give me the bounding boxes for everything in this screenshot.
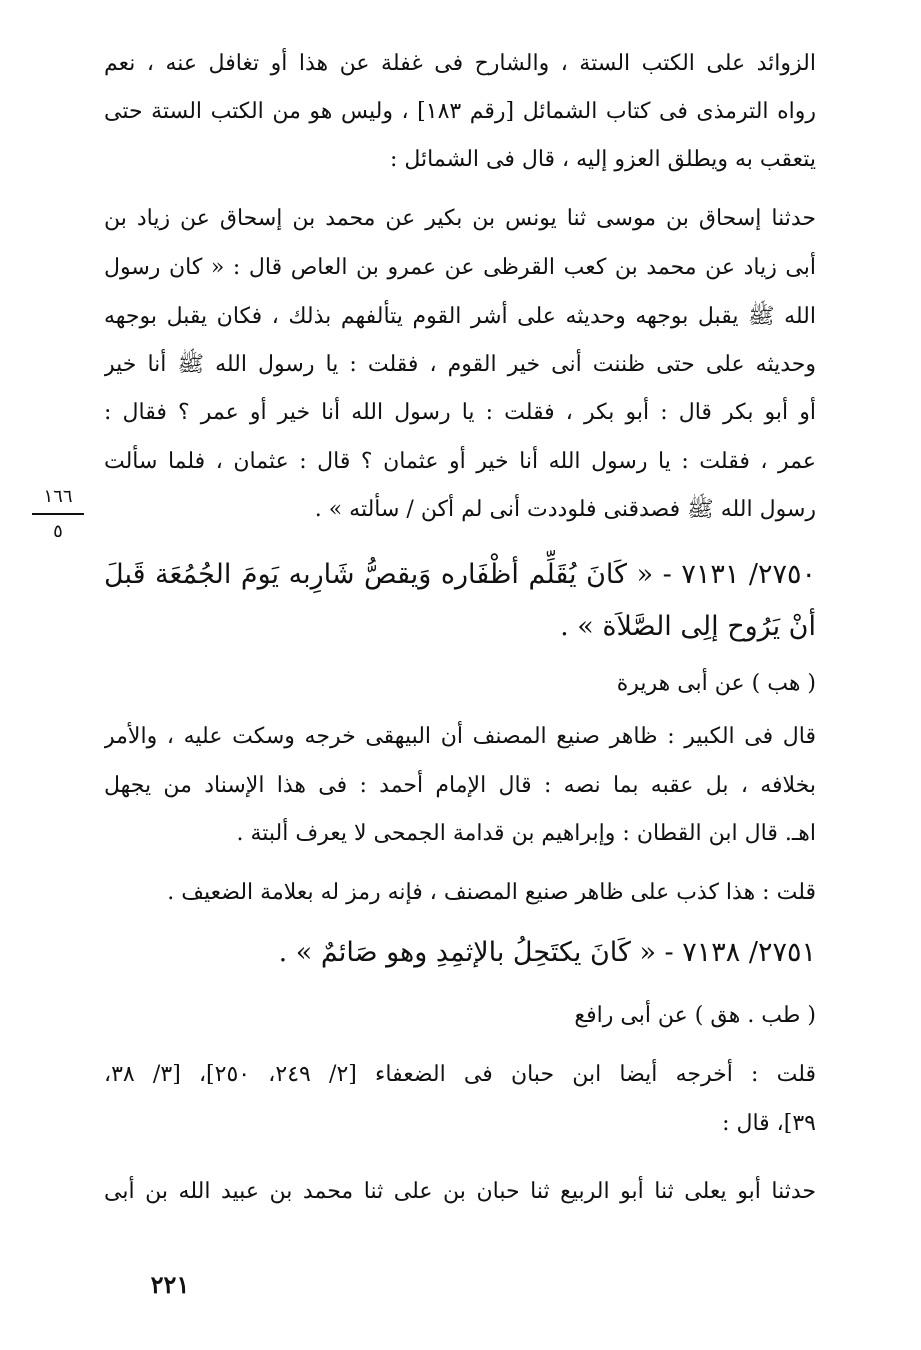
text-line: أو أبو بكر قال : أبو بكر ، فقلت : يا رسول الله أنا خير أو عمر ؟ فقال : bbox=[104, 400, 816, 425]
hadith-text: ٢٧٥١/ ٧١٣٨ - « كَانَ يكتَحِلُ بالإثمِدِ وهو صَائمٌ » . bbox=[278, 937, 816, 968]
note-line: قلت : أخرجه أيضا ابن حبان فى الضعفاء [٢/ ٢٤٩، ٢٥٠]، [٣/ ٣٨، bbox=[104, 1062, 816, 1087]
text-line: وحديثه على حتى ظننت أنى خير القوم ، فقلت : يا رسول الله ﷺ أنا خير bbox=[104, 352, 816, 377]
commentary-line: قال فى الكبير : ظاهر صنيع المصنف أن البيهقى خرجه وسكت عليه ، والأمر bbox=[104, 724, 816, 749]
note-line: ٣٩]، قال : bbox=[722, 1111, 816, 1136]
text-line: رواه الترمذى فى كتاب الشمائل [رقم ١٨٣] ، وليس هو من الكتب الستة حتى bbox=[104, 99, 816, 124]
text-line: رسول الله ﷺ فصدقنى فلوددت أنى لم أكن / سألته » . bbox=[314, 497, 816, 522]
text-line: أبى زياد عن محمد بن كعب القرظى عن عمرو بن العاص قال : « كان رسول bbox=[104, 255, 816, 280]
margin-divider bbox=[32, 513, 84, 515]
text-line: عمر ، فقلت : يا رسول الله أنا خير أو عثمان ؟ قال : عثمان ، فلما سألت bbox=[104, 449, 816, 474]
commentary-line: بخلافه ، بل عقبه بما نصه : قال الإمام أحمد : فى هذا الإسناد من يجهل bbox=[104, 773, 816, 798]
note-line: قلت : هذا كذب على ظاهر صنيع المصنف ، فإنه رمز له بعلامة الضعيف . bbox=[167, 880, 816, 905]
page-number: ٢٢١ bbox=[150, 1270, 190, 1299]
text-line: الله ﷺ يقبل بوجهه وحديثه على أشر القوم يتألفهم بذلك ، فكان يقبل بوجهه bbox=[104, 304, 816, 329]
hadith-text: ٢٧٥٠/ ٧١٣١ - « كَانَ يُقَلِّم أظْفَاره وَيقصُّ شَارِبه يَومَ الجُمُعَة قَبلَ bbox=[104, 559, 816, 590]
text-line: حدثنا أبو يعلى ثنا أبو الربيع ثنا حبان بن على ثنا محمد بن عبيد الله بن أبى bbox=[104, 1179, 816, 1204]
margin-volume-ref: ١٦٦ bbox=[43, 486, 73, 507]
text-line: يتعقب به ويطلق العزو إليه ، قال فى الشمائل : bbox=[389, 147, 816, 172]
text-line: الزوائد على الكتب الستة ، والشارح فى غفلة عن هذا أو تغافل عنه ، نعم bbox=[104, 51, 816, 76]
hadith-source: ( طب . هق ) عن أبى رافع bbox=[574, 1003, 816, 1028]
text-line: حدثنا إسحاق بن موسى ثنا يونس بن بكير عن محمد بن إسحاق عن زياد بن bbox=[104, 206, 816, 231]
hadith-text: أنْ يَرُوح إلِى الصَّلاَة » . bbox=[560, 611, 816, 642]
hadith-source: ( هب ) عن أبى هريرة bbox=[616, 671, 816, 696]
commentary-line: اهـ. قال ابن القطان : وإبراهيم بن قدامة الجمحى لا يعرف ألبتة . bbox=[236, 821, 816, 846]
margin-page-ref: ٥ bbox=[53, 521, 63, 542]
